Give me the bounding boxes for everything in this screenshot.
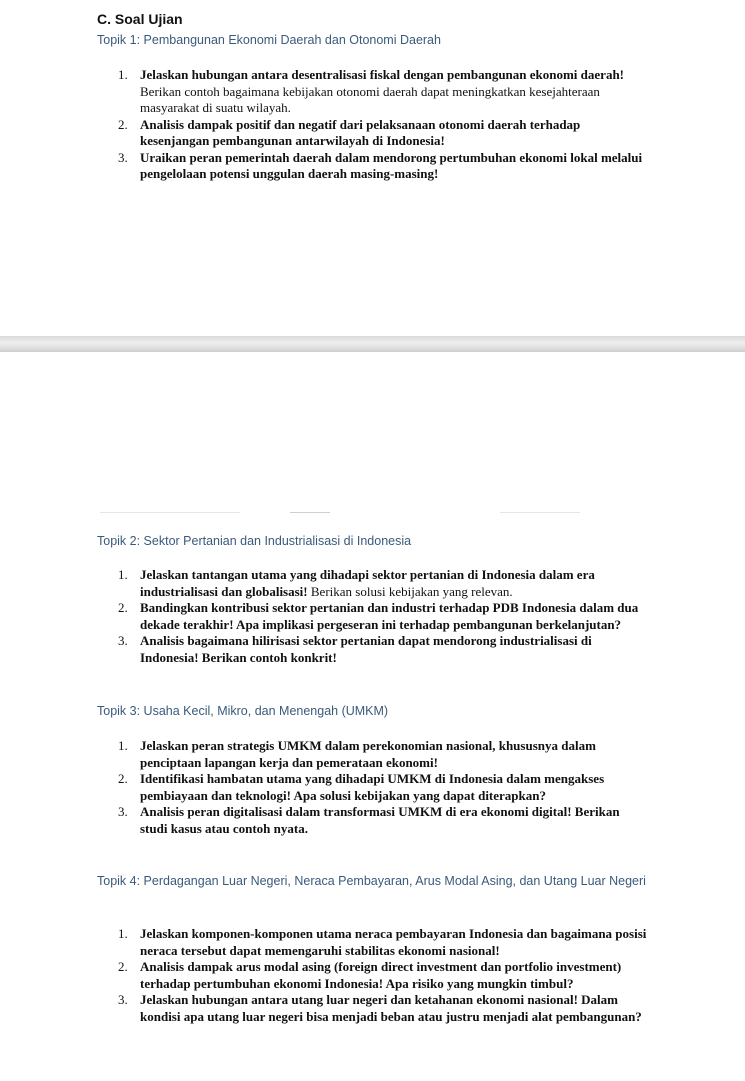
faint-rule	[100, 512, 240, 513]
question-item: 3. Analisis peran digitalisasi dalam transformasi UMKM di era ekonomi digital! Berikan studi kasus atau contoh nyata.	[118, 804, 620, 836]
topic-1-questions	[118, 67, 648, 183]
question-item: 3. Analisis bagaimana hilirisasi sektor pertanian dapat mendorong industrialisasi di Indonesia! Berikan contoh konkrit!	[118, 633, 592, 665]
page-separator	[0, 336, 745, 352]
faint-rule	[290, 512, 330, 513]
topic-3-title: Topik 3: Usaha Kecil, Mikro, dan Menengah (UMKM)	[97, 704, 389, 718]
question-item: 1. Jelaskan peran strategis UMKM dalam perekonomian nasional, khususnya dalam penciptaan lapangan kerja dan pemerataan ekonomi!	[118, 738, 596, 770]
topic-4-questions	[118, 926, 648, 1025]
question-item: 3. Jelaskan hubungan antara utang luar negeri dan ketahanan ekonomi nasional! Dalam kondisi apa utang luar negeri bisa menjadi beban atau justru menjadi alat pembangunan?	[118, 992, 642, 1024]
section-title: C. Soal Ujian	[97, 11, 183, 27]
topic-1-title: Topik 1: Pembangunan Ekonomi Daerah dan Otonomi Daerah	[97, 33, 441, 47]
question-item: 2. Bandingkan kontribusi sektor pertanian dan industri terhadap PDB Indonesia dalam dua dekade terakhir! Apa implikasi pergeseran ini terhadap pembangunan berkelanjutan?	[118, 600, 639, 632]
topic-4-title: Topik 4: Perdagangan Luar Negeri, Neraca Pembayaran, Arus Modal Asing, dan Utang Luar Negeri	[97, 874, 646, 888]
question-item: 1. Jelaskan hubungan antara desentralisasi fiskal dengan pembangunan ekonomi daerah! Berikan contoh bagaimana kebijakan otonomi daerah dapat meningkatkan kesejahteraan masyarakat di suatu wilayah.	[118, 67, 625, 115]
topic-3-questions	[118, 738, 648, 837]
question-item: 3. Uraikan peran pemerintah daerah dalam mendorong pertumbuhan ekonomi lokal melalui pengelolaan potensi unggulan daerah masing-masing!	[118, 149, 643, 181]
topic-2-title: Topik 2: Sektor Pertanian dan Industrialisasi di Indonesia	[97, 534, 412, 548]
topic-2-questions	[118, 567, 648, 666]
question-item: 2. Analisis dampak positif dan negatif dari pelaksanaan otonomi daerah terhadap kesenjangan pembangunan antarwilayah di Indonesia!	[118, 116, 581, 148]
question-item: 2. Identifikasi hambatan utama yang dihadapi UMKM di Indonesia dalam mengakses pembiayaan dan teknologi! Apa solusi kebijakan yang dapat diterapkan?	[118, 771, 605, 803]
question-item: 2. Analisis dampak arus modal asing (foreign direct investment dan portfolio investment) terhadap pertumbuhan ekonomi Indonesia! Apa risiko yang mungkin timbul?	[118, 959, 622, 991]
question-item: 1. Jelaskan tantangan utama yang dihadapi sektor pertanian di Indonesia dalam era industrialisasi dan globalisasi! Berikan solusi kebijakan yang relevan.	[118, 567, 595, 599]
document-page-1	[0, 0, 745, 336]
question-item: 1. Jelaskan komponen-komponen utama neraca pembayaran Indonesia dan bagaimana posisi neraca tersebut dapat memengaruhi stabilitas ekonomi nasional!	[118, 926, 647, 958]
faint-rule	[500, 512, 580, 513]
